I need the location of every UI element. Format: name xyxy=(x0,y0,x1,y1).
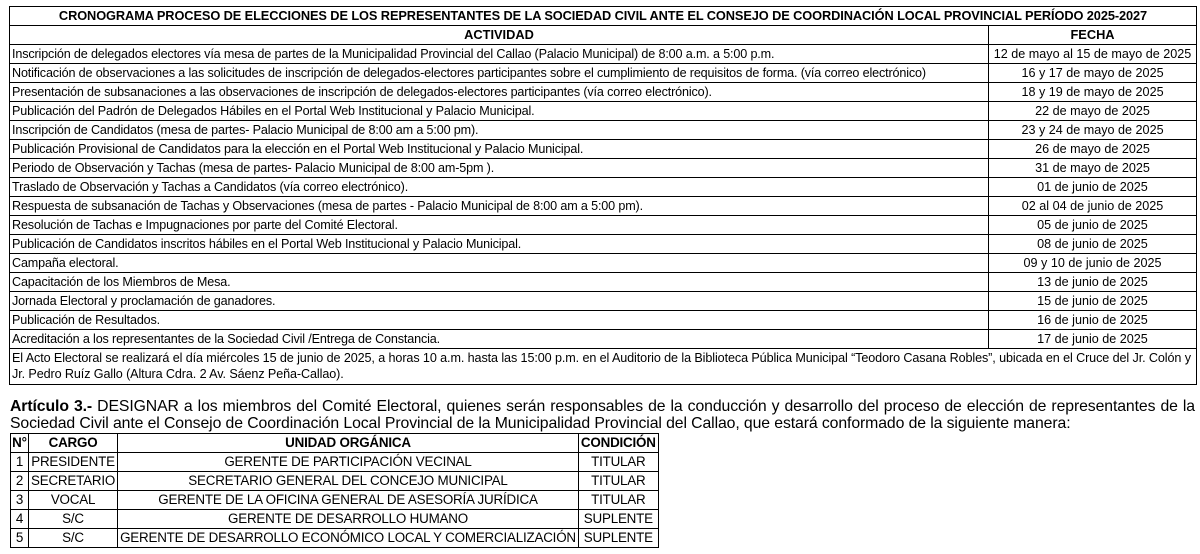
articulo-3-paragraph xyxy=(10,398,1195,432)
cronograma-row xyxy=(10,140,1197,159)
actividad-cell: Publicación de Candidatos inscritos hábiles en el Portal Web Institucional y Palacio Municipal. xyxy=(10,235,989,254)
actividad-cell: Respuesta de subsanación de Tachas y Observaciones (mesa de partes - Palacio Municipal de 8:00 am a 5:00 pm). xyxy=(10,197,989,216)
fecha-cell: 18 y 19 de mayo de 2025 xyxy=(989,83,1197,102)
cargo-cell: SECRETARIO xyxy=(29,472,118,491)
cronograma-row xyxy=(10,292,1197,311)
comite-row xyxy=(11,472,659,491)
actividad-cell: Publicación Provisional de Candidatos para la elección en el Portal Web Institucional y Palacio Municipal. xyxy=(10,140,989,159)
unidad-header: UNIDAD ORGÁNICA xyxy=(118,434,579,453)
cronograma-row xyxy=(10,45,1197,64)
unidad-cell: GERENTE DE DESARROLLO HUMANO xyxy=(118,510,579,529)
cronograma-row xyxy=(10,83,1197,102)
actividad-cell: Publicación de Resultados. xyxy=(10,311,989,330)
fecha-cell: 02 al 04 de junio de 2025 xyxy=(989,197,1197,216)
acto-electoral-note: El Acto Electoral se realizará el día miércoles 15 de junio de 2025, a horas 10 a.m. hasta las 15:00 p.m. en el Auditorio de la Biblioteca Pública Municipal “Teodoro Casana Robles”, ubicada en el Cruce del Jr. Colón y Jr. Pedro Ruíz Gallo (Altura Cdra. 2 Av. Sáenz Peña-Callao). xyxy=(10,349,1197,385)
fecha-cell: 16 y 17 de mayo de 2025 xyxy=(989,64,1197,83)
comite-row xyxy=(11,529,659,548)
cronograma-body xyxy=(10,7,1197,385)
cronograma-row xyxy=(10,235,1197,254)
condicion-cell: TITULAR xyxy=(578,472,658,491)
actividad-cell: Campaña electoral. xyxy=(10,254,989,273)
cargo-cell: S/C xyxy=(29,529,118,548)
condicion-cell: TITULAR xyxy=(578,491,658,510)
num-header: N° xyxy=(11,434,29,453)
cronograma-header-row xyxy=(10,26,1197,45)
actividad-header: ACTIVIDAD xyxy=(10,26,989,45)
fecha-header: FECHA xyxy=(989,26,1197,45)
articulo-label: Artículo 3.- xyxy=(10,398,93,415)
fecha-cell: 09 y 10 de junio de 2025 xyxy=(989,254,1197,273)
unidad-cell: SECRETARIO GENERAL DEL CONCEJO MUNICIPAL xyxy=(118,472,579,491)
fecha-cell: 31 de mayo de 2025 xyxy=(989,159,1197,178)
actividad-cell: Periodo de Observación y Tachas (mesa de partes- Palacio Municipal de 8:00 am-5pm ). xyxy=(10,159,989,178)
fecha-cell: 17 de junio de 2025 xyxy=(989,330,1197,349)
comite-header-row xyxy=(11,434,659,453)
actividad-cell: Presentación de subsanaciones a las observaciones de inscripción de delegados-electores participantes (vía correo electrónico). xyxy=(10,83,989,102)
fecha-cell: 16 de junio de 2025 xyxy=(989,311,1197,330)
unidad-cell: GERENTE DE PARTICIPACIÓN VECINAL xyxy=(118,453,579,472)
cronograma-row xyxy=(10,311,1197,330)
comite-electoral-table xyxy=(10,433,659,548)
cronograma-row xyxy=(10,102,1197,121)
cronograma-note-row xyxy=(10,349,1197,385)
actividad-cell: Acreditación a los representantes de la Sociedad Civil /Entrega de Constancia. xyxy=(10,330,989,349)
condicion-cell: TITULAR xyxy=(578,453,658,472)
articulo-text: DESIGNAR a los miembros del Comité Electoral, quienes serán responsables de la conducción y desarrollo del proceso de elección de representantes de la Sociedad Civil ante el Consejo de Coordinación Local Provincial de la Municipalidad Provincial del Callao, que estará conformado de la siguiente manera: xyxy=(10,398,1195,432)
actividad-cell: Publicación del Padrón de Delegados Hábiles en el Portal Web Institucional y Palacio Municipal. xyxy=(10,102,989,121)
fecha-cell: 26 de mayo de 2025 xyxy=(989,140,1197,159)
cronograma-row xyxy=(10,159,1197,178)
condicion-header: CONDICIÓN xyxy=(578,434,658,453)
actividad-cell: Traslado de Observación y Tachas a Candidatos (vía correo electrónico). xyxy=(10,178,989,197)
cronograma-row xyxy=(10,197,1197,216)
num-cell: 1 xyxy=(11,453,29,472)
comite-row xyxy=(11,491,659,510)
actividad-cell: Inscripción de delegados electores vía mesa de partes de la Municipalidad Provincial del Callao (Palacio Municipal) de 8:00 a.m. a 5:00 p.m. xyxy=(10,45,989,64)
comite-body xyxy=(11,434,659,548)
cronograma-row xyxy=(10,330,1197,349)
num-cell: 4 xyxy=(11,510,29,529)
cargo-header: CARGO xyxy=(29,434,118,453)
unidad-cell: GERENTE DE LA OFICINA GENERAL DE ASESORÍA JURÍDICA xyxy=(118,491,579,510)
cargo-cell: S/C xyxy=(29,510,118,529)
cargo-cell: VOCAL xyxy=(29,491,118,510)
fecha-cell: 01 de junio de 2025 xyxy=(989,178,1197,197)
cronograma-row xyxy=(10,254,1197,273)
condicion-cell: SUPLENTE xyxy=(578,510,658,529)
cronograma-table xyxy=(9,6,1197,385)
comite-row xyxy=(11,453,659,472)
comite-row xyxy=(11,510,659,529)
fecha-cell: 05 de junio de 2025 xyxy=(989,216,1197,235)
fecha-cell: 12 de mayo al 15 de mayo de 2025 xyxy=(989,45,1197,64)
fecha-cell: 23 y 24 de mayo de 2025 xyxy=(989,121,1197,140)
cronograma-row xyxy=(10,178,1197,197)
actividad-cell: Resolución de Tachas e Impugnaciones por parte del Comité Electoral. xyxy=(10,216,989,235)
cronograma-row xyxy=(10,121,1197,140)
unidad-cell: GERENTE DE DESARROLLO ECONÓMICO LOCAL Y COMERCIALIZACIÓN xyxy=(118,529,579,548)
actividad-cell: Inscripción de Candidatos (mesa de partes- Palacio Municipal de 8:00 am a 5:00 pm). xyxy=(10,121,989,140)
num-cell: 5 xyxy=(11,529,29,548)
fecha-cell: 15 de junio de 2025 xyxy=(989,292,1197,311)
cronograma-row xyxy=(10,64,1197,83)
fecha-cell: 22 de mayo de 2025 xyxy=(989,102,1197,121)
fecha-cell: 08 de junio de 2025 xyxy=(989,235,1197,254)
actividad-cell: Jornada Electoral y proclamación de ganadores. xyxy=(10,292,989,311)
num-cell: 3 xyxy=(11,491,29,510)
cargo-cell: PRESIDENTE xyxy=(29,453,118,472)
cronograma-row xyxy=(10,273,1197,292)
condicion-cell: SUPLENTE xyxy=(578,529,658,548)
num-cell: 2 xyxy=(11,472,29,491)
actividad-cell: Capacitación de los Miembros de Mesa. xyxy=(10,273,989,292)
cronograma-title-row xyxy=(10,7,1197,26)
actividad-cell: Notificación de observaciones a las solicitudes de inscripción de delegados-electores participantes sobre el cumplimiento de requisitos de forma. (vía correo electrónico) xyxy=(10,64,989,83)
fecha-cell: 13 de junio de 2025 xyxy=(989,273,1197,292)
cronograma-row xyxy=(10,216,1197,235)
cronograma-title: CRONOGRAMA PROCESO DE ELECCIONES DE LOS REPRESENTANTES DE LA SOCIEDAD CIVIL ANTE EL CONSEJO DE COORDINACIÓN LOCAL PROVINCIAL PERÍODO 2025-2027 xyxy=(10,7,1197,26)
